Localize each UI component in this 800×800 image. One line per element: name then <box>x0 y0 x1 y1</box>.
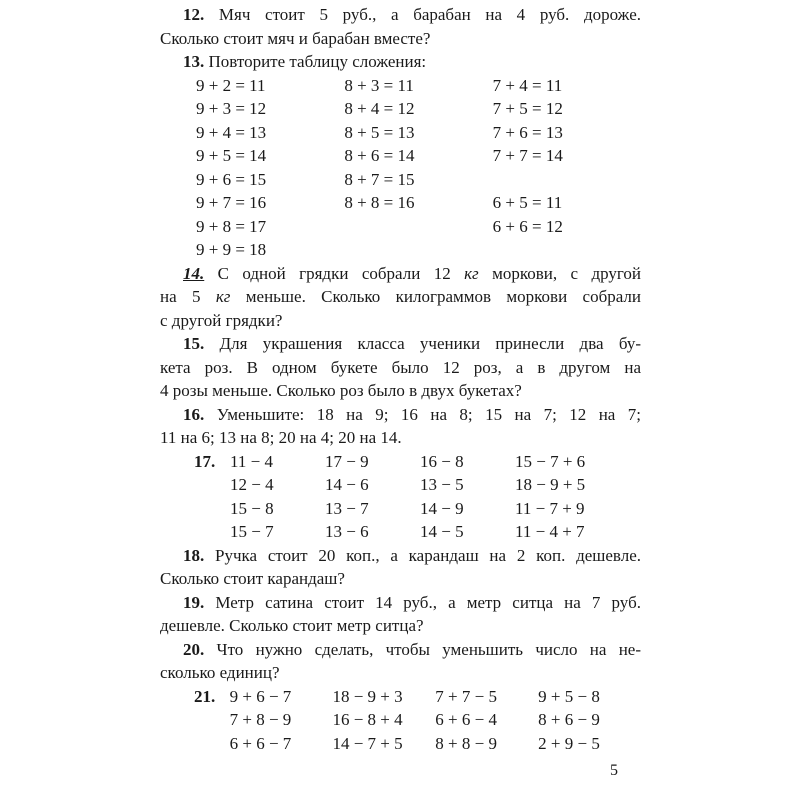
equation-cell: 9 + 5 − 8 <box>538 686 600 706</box>
equation-cell: 6 + 5 = 11 <box>492 193 563 212</box>
table-row <box>160 121 641 145</box>
equation-cell: 2 + 9 − 5 <box>538 733 600 753</box>
equation-cell <box>344 238 492 262</box>
exercise-20 <box>160 638 641 685</box>
equation-cell: 11 − 4 <box>230 451 273 471</box>
equation-cell: 7 + 8 − 9 <box>229 710 292 729</box>
equation-cell: 12 − 4 <box>230 475 274 494</box>
equation-cell: 18 − 9 + 5 <box>515 475 586 494</box>
equation-cell: 8 + 6 − 9 <box>538 710 600 729</box>
exercise-number: 12. <box>183 5 205 24</box>
table-row <box>160 708 641 732</box>
addition-table <box>160 74 641 262</box>
equation-cell: 8 + 7 = 15 <box>344 169 415 189</box>
text-line <box>160 262 641 286</box>
exercise-number: 17. <box>194 451 216 471</box>
equation-cell: 8 + 4 = 12 <box>344 99 415 118</box>
table-row <box>160 191 641 215</box>
text-line <box>160 285 641 309</box>
table-row <box>160 74 641 98</box>
exercise-text: Уменьшите: 18 на 9; 16 на 8; 15 на 7; 12 на 7; <box>216 404 642 424</box>
table-row <box>160 497 641 521</box>
equation-cell: 9 + 6 = 15 <box>196 169 267 189</box>
equation-cell: 17 − 9 <box>325 451 369 471</box>
exercise-text: на 5 <box>160 287 216 306</box>
text-line: дешевле. Сколько стоит метр ситца? <box>160 616 424 635</box>
equation-cell: 6 + 6 − 4 <box>435 710 497 729</box>
text-line: кета роз. В одном букете было 12 роз, а в другом на <box>160 357 641 377</box>
table-row <box>160 450 641 474</box>
exercise-16 <box>160 403 641 450</box>
text-line: 4 розы меньше. Сколько роз было в двух букетах? <box>160 381 522 400</box>
text-line <box>160 3 641 27</box>
table-row <box>160 168 641 192</box>
equation-cell: 13 − 7 <box>325 498 369 518</box>
table-row <box>160 144 641 168</box>
table-row <box>160 685 641 709</box>
text-line: с другой грядки? <box>160 310 283 330</box>
equation-cell: 7 + 7 − 5 <box>435 686 497 706</box>
equation-cell: 6 + 6 − 7 <box>229 733 292 753</box>
exercise-number: 18. <box>183 545 205 565</box>
exercise-text: Для украшения класса ученики принесли два бу- <box>219 334 641 353</box>
row-indent <box>160 520 230 544</box>
equation-cell: 14 − 9 <box>420 498 464 518</box>
equation-cell: 15 − 8 <box>230 498 274 518</box>
exercise-number: 19. <box>183 592 205 612</box>
exercise-number: 13. <box>183 52 205 71</box>
table-row <box>160 215 641 239</box>
text-line: сколько единиц? <box>160 663 280 682</box>
equation-cell: 7 + 7 = 14 <box>492 146 563 165</box>
exercise-text: Повторите таблицу сложения: <box>208 52 427 71</box>
equation-cell: 9 + 6 − 7 <box>229 686 292 706</box>
exercise-18 <box>160 544 641 591</box>
table-row <box>160 238 641 262</box>
row-indent <box>160 497 230 521</box>
table-row <box>160 520 641 544</box>
text-line <box>160 403 641 427</box>
equation-cell: 8 + 6 = 14 <box>344 146 415 165</box>
equation-cell: 13 − 5 <box>420 475 464 494</box>
equation-cell: 8 + 5 = 13 <box>344 122 415 142</box>
exercise-number: 14. <box>183 263 205 283</box>
equation-cell: 9 + 8 = 17 <box>196 216 267 236</box>
equation-cell: 8 + 8 = 16 <box>344 193 415 212</box>
equation-cell: 9 + 4 = 13 <box>196 122 267 142</box>
exercise-text: Мяч стоит 5 руб., а барабан на 4 руб. дороже. <box>218 5 641 24</box>
text-line <box>160 591 641 615</box>
text-line <box>160 50 641 74</box>
exercise-13 <box>160 50 641 262</box>
equation-cell: 15 − 7 <box>230 522 274 541</box>
exercise-14 <box>160 262 641 333</box>
equation-cell: 7 + 6 = 13 <box>492 122 563 142</box>
exercise-text: моркови, с другой <box>478 263 642 283</box>
text-line: Сколько стоит карандаш? <box>160 569 345 588</box>
table-row <box>160 97 641 121</box>
exercise-17 <box>160 450 641 544</box>
unit-kg: кг <box>215 287 231 306</box>
page-number: 5 <box>610 762 618 779</box>
text-line <box>160 544 641 568</box>
equation-cell <box>344 215 492 239</box>
equation-cell: 11 − 4 + 7 <box>515 522 585 541</box>
exercise-number: 16. <box>183 404 205 424</box>
exercise-text: Ручка стоит 20 коп., а карандаш на 2 коп. дешевле. <box>215 545 641 565</box>
equation-cell: 6 + 6 = 12 <box>492 216 563 236</box>
exercise-text: Метр сатина стоит 14 руб., а метр ситца на 7 руб. <box>215 592 641 612</box>
equation-cell: 13 − 6 <box>325 522 369 541</box>
equation-cell: 7 + 5 = 12 <box>492 99 563 118</box>
equation-cell: 14 − 5 <box>420 522 464 541</box>
equation-cell: 9 + 2 = 11 <box>196 75 266 95</box>
equation-cell: 14 − 7 + 5 <box>332 733 403 753</box>
exercise-19 <box>160 591 641 638</box>
row-indent <box>160 732 230 756</box>
equation-cell: 15 − 7 + 6 <box>515 451 586 471</box>
equation-cell <box>493 238 641 262</box>
exercise-number: 15. <box>183 334 205 353</box>
row-indent <box>160 708 230 732</box>
exercise-21 <box>160 685 641 756</box>
table-row <box>160 473 641 497</box>
equation-cell: 9 + 9 = 18 <box>196 240 267 259</box>
text-line: 11 на 6; 13 на 8; 20 на 4; 20 на 14. <box>160 428 402 447</box>
page-content <box>160 3 641 755</box>
row-indent <box>160 473 230 497</box>
exercise-text: С одной грядки собрали 12 <box>217 263 465 283</box>
equation-cell: 8 + 3 = 11 <box>344 75 414 95</box>
equation-cell: 9 + 7 = 16 <box>196 193 267 212</box>
equation-cell: 18 − 9 + 3 <box>332 686 403 706</box>
equation-cell: 11 − 7 + 9 <box>515 498 585 518</box>
exercise-number: 21. <box>194 686 216 706</box>
equation-cell: 14 − 6 <box>325 475 369 494</box>
equation-cell: 9 + 3 = 12 <box>196 99 267 118</box>
exercise-number: 20. <box>183 639 205 659</box>
equation-cell <box>493 168 641 192</box>
text-line: Сколько стоит мяч и барабан вместе? <box>160 28 431 48</box>
equation-cell: 16 − 8 + 4 <box>332 710 403 729</box>
exercise-15 <box>160 332 641 403</box>
equation-cell: 9 + 5 = 14 <box>196 146 267 165</box>
text-line <box>160 638 641 662</box>
table-row <box>160 732 641 756</box>
exercise-text: меньше. Сколько килограммов моркови собрали <box>230 287 641 306</box>
unit-kg: кг <box>464 263 479 283</box>
equation-cell: 7 + 4 = 11 <box>492 75 563 95</box>
equation-cell: 8 + 8 − 9 <box>435 733 497 753</box>
equation-cell: 16 − 8 <box>420 451 464 471</box>
exercise-text: Что нужно сделать, чтобы уменьшить число на не- <box>216 639 642 659</box>
exercise-12 <box>160 3 641 50</box>
text-line <box>160 332 641 356</box>
